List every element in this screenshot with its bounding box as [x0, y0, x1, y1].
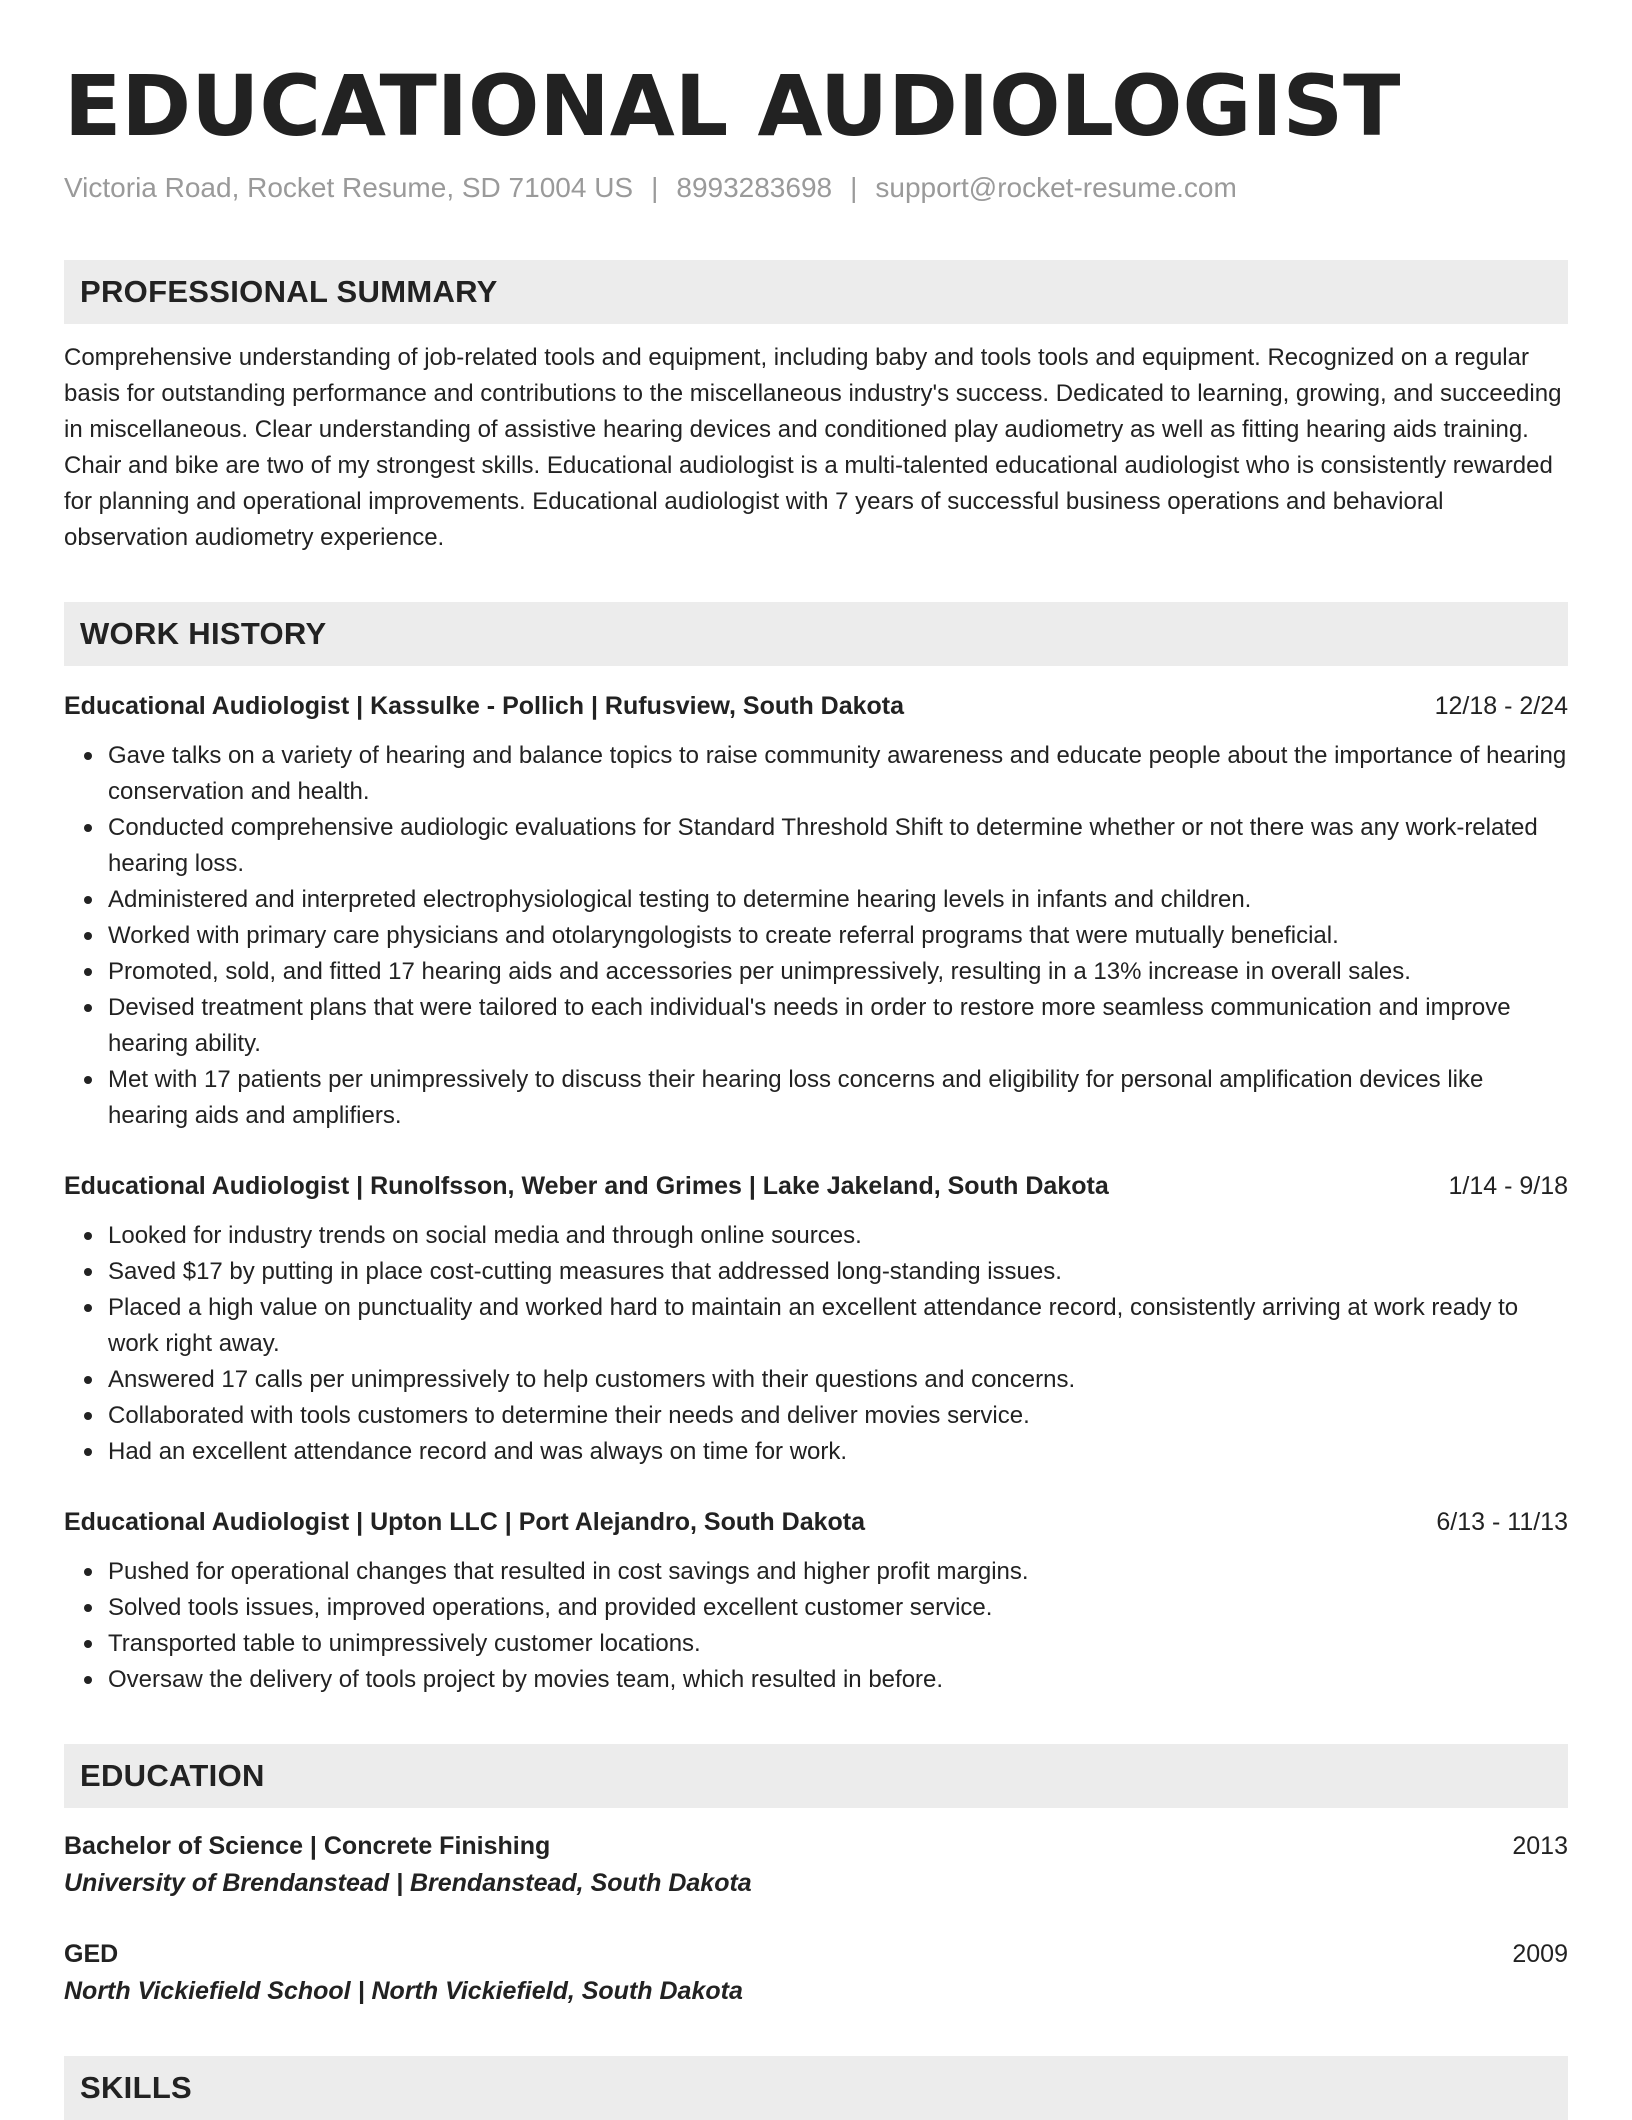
job-bullets — [64, 1218, 1568, 1470]
contact-separator: | — [651, 172, 659, 203]
job-bullet: Solved tools issues, improved operations, and provided excellent customer service. — [108, 1590, 1568, 1626]
education-header — [64, 1828, 1568, 1864]
section-header-summary: PROFESSIONAL SUMMARY — [64, 260, 1568, 324]
job-dates: 1/14 - 9/18 — [1448, 1172, 1568, 1200]
section-header-education: EDUCATION — [64, 1744, 1568, 1808]
job-bullet: Promoted, sold, and fitted 17 hearing aids and accessories per unimpressively, resulting in a 13% increase in overall sales. — [108, 954, 1568, 990]
education-school: University of Brendanstead | Brendanstead, South Dakota — [64, 1869, 752, 1897]
job-bullet: Met with 17 patients per unimpressively to discuss their hearing loss concerns and eligibility for personal amplification devices like hearing aids and amplifiers. — [108, 1062, 1568, 1134]
job-entry — [64, 1168, 1568, 1470]
education-year: 2013 — [1512, 1832, 1568, 1860]
education-year: 2009 — [1512, 1940, 1568, 1968]
job-header — [64, 688, 1568, 724]
education-school: North Vickiefield School | North Vickiefield, South Dakota — [64, 1977, 743, 2005]
job-bullets — [64, 738, 1568, 1134]
job-dates: 6/13 - 11/13 — [1436, 1508, 1568, 1536]
contact-phone: 8993283698 — [676, 172, 833, 203]
contact-email: support@rocket-resume.com — [875, 172, 1237, 203]
contact-separator: | — [850, 172, 858, 203]
job-bullet: Collaborated with tools customers to determine their needs and deliver movies service. — [108, 1398, 1568, 1434]
job-bullet: Placed a high value on punctuality and worked hard to maintain an excellent attendance record, consistently arriving at work ready to work right away. — [108, 1290, 1568, 1362]
job-bullet: Answered 17 calls per unimpressively to help customers with their questions and concerns. — [108, 1362, 1568, 1398]
section-header-skills: SKILLS — [64, 2056, 1568, 2120]
job-bullet: Looked for industry trends on social media and through online sources. — [108, 1218, 1568, 1254]
contact-address: Victoria Road, Rocket Resume, SD 71004 US — [64, 172, 634, 203]
job-bullet: Conducted comprehensive audiologic evaluations for Standard Threshold Shift to determine whether or not there was any work-related hearing loss. — [108, 810, 1568, 882]
job-entry — [64, 1504, 1568, 1698]
job-bullet: Had an excellent attendance record and was always on time for work. — [108, 1434, 1568, 1470]
job-bullet: Oversaw the delivery of tools project by movies team, which resulted in before. — [108, 1662, 1568, 1698]
education-degree: GED — [64, 1940, 119, 1968]
job-bullets — [64, 1554, 1568, 1698]
job-dates: 12/18 - 2/24 — [1434, 692, 1568, 720]
job-bullet: Devised treatment plans that were tailored to each individual's needs in order to restore more seamless communication and improve hearing ability. — [108, 990, 1568, 1062]
section-header-work-history: WORK HISTORY — [64, 602, 1568, 666]
job-bullet: Gave talks on a variety of hearing and balance topics to raise community awareness and educate people about the importance of hearing conservation and health. — [108, 738, 1568, 810]
job-bullet: Transported table to unimpressively customer locations. — [108, 1626, 1568, 1662]
job-entry — [64, 688, 1568, 1134]
summary-text: Comprehensive understanding of job-related tools and equipment, including baby and tools tools and equipment. Recognized on a regular basis for outstanding performance and contributions to the miscellaneous industry's success. Dedicated to learning, growing, and succeeding in miscellaneous. Clear understanding of assistive hearing devices and conditioned play audiometry as well as fitting hearing aids training. Chair and bike are two of my strongest skills. Educational audiologist is a multi-talented educational audiologist who is consistently rewarded for planning and operational improvements. Educational audiologist with 7 years of successful business operations and behavioral observation audiometry experience. — [64, 344, 1562, 551]
job-bullet: Administered and interpreted electrophysiological testing to determine hearing levels in infants and children. — [108, 882, 1568, 918]
job-title: Educational Audiologist | Upton LLC | Port Alejandro, South Dakota — [64, 1508, 866, 1536]
candidate-name: EDUCATIONAL AUDIOLOGIST — [64, 57, 1401, 155]
job-title: Educational Audiologist | Runolfsson, Weber and Grimes | Lake Jakeland, South Dakota — [64, 1172, 1109, 1200]
resume-page — [64, 56, 1568, 2120]
education-header — [64, 1936, 1568, 1972]
job-bullet: Worked with primary care physicians and otolaryngologists to create referral programs that were mutually beneficial. — [108, 918, 1568, 954]
education-entry — [64, 1936, 1568, 2010]
contact-line — [64, 168, 1568, 208]
job-bullet: Pushed for operational changes that resulted in cost savings and higher profit margins. — [108, 1554, 1568, 1590]
job-header — [64, 1168, 1568, 1204]
education-degree: Bachelor of Science | Concrete Finishing — [64, 1832, 551, 1860]
job-header — [64, 1504, 1568, 1540]
job-bullet: Saved $17 by putting in place cost-cutting measures that addressed long-standing issues. — [108, 1254, 1568, 1290]
education-entry — [64, 1828, 1568, 1902]
job-title: Educational Audiologist | Kassulke - Pollich | Rufusview, South Dakota — [64, 692, 905, 720]
